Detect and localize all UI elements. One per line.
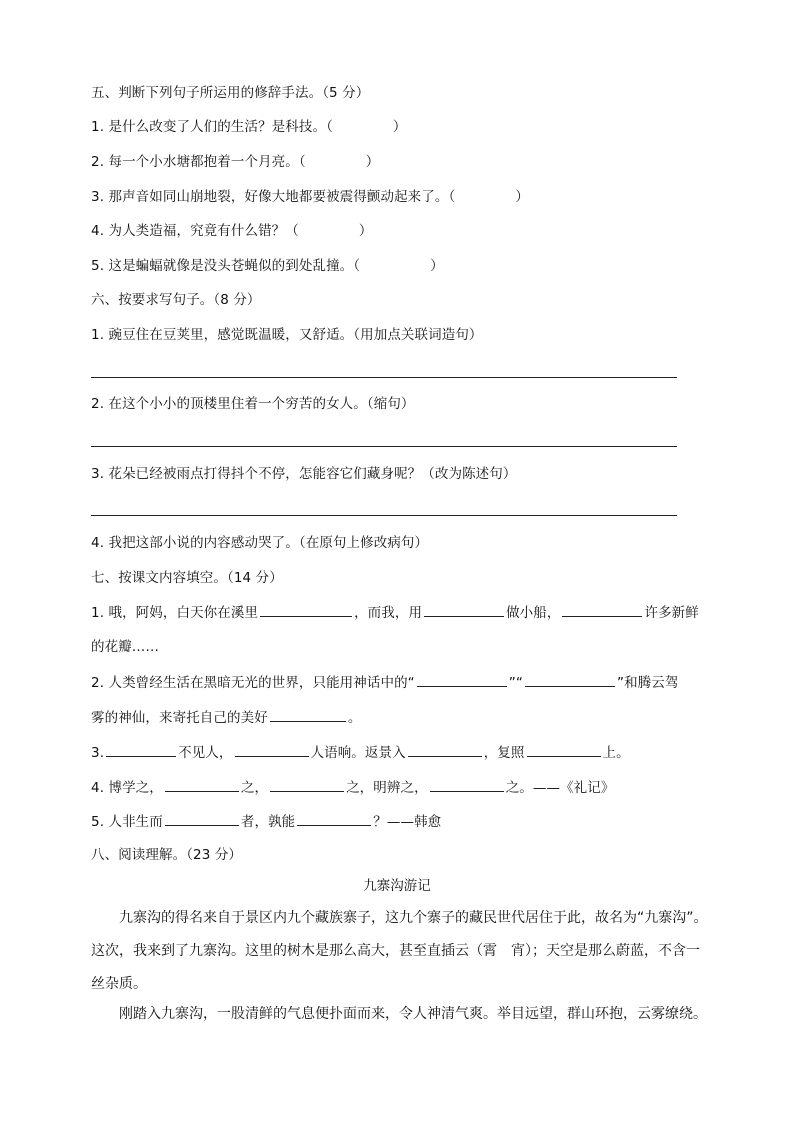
s7-q4-text-b: 之，	[240, 780, 269, 796]
s7-q2-text-a: 2. 人类曾经生活在黑暗无光的世界，只能用神话中的“	[91, 675, 415, 691]
reading-title: 九寨沟游记	[363, 878, 431, 894]
s7-q4-text-a: 4. 博学之，	[91, 780, 163, 796]
s7-q2-blank-3[interactable]	[270, 707, 346, 722]
s5-q5-close: ）	[430, 258, 444, 274]
s7-q3-text-d: ，复照	[483, 745, 525, 761]
section-7-heading: 七、按课文内容填空。（14 分）	[91, 570, 283, 586]
s5-q1-text: 1. 是什么改变了人们的生活？是科技。（	[91, 119, 333, 135]
s7-q3-text-e: 上。	[602, 745, 630, 761]
reading-paragraph-1: 九寨沟的得名来自于景区内九个藏族寨子，这九个寨子的藏民世代居住于此，故名为“九寨沟”。 这次，我来到了九寨沟。这里的树木是那么高大，甚至直插云（霄 宵）；天空是那么蔚蓝，不含一丝杂质。	[91, 910, 708, 992]
s5-question-2	[91, 152, 379, 172]
s7-question-3	[91, 742, 630, 763]
s6-question-1: 1. 豌豆住在豆荚里，感觉既温暖，又舒适。（用加点关联词造句）	[91, 327, 483, 343]
s7-q4-blank-3[interactable]	[430, 777, 504, 792]
s7-q5-text-c: ？——韩愈	[373, 814, 442, 830]
s5-q2-close: ）	[365, 154, 380, 170]
s7-q5-blank-1[interactable]	[165, 811, 239, 826]
s7-question-4	[91, 777, 615, 798]
s5-question-4	[91, 221, 372, 241]
s6-answer-line-1[interactable]	[91, 377, 677, 378]
s5-q1-close: ）	[392, 119, 407, 135]
s7-q4-blank-2[interactable]	[270, 777, 344, 792]
s5-q2-text: 2. 每一个小水塘都抱着一个月亮。（	[91, 154, 306, 170]
section-5-heading: 五、判断下列句子所运用的修辞手法。（5 分）	[91, 85, 370, 101]
s7-q2-text-b: ”“	[508, 675, 523, 691]
s7-q1-blank-1[interactable]	[260, 602, 352, 617]
s7-q3-text-a: 3.	[91, 745, 105, 761]
s6-question-4: 4. 我把这部小说的内容感动哭了。（在原句上修改病句）	[91, 535, 429, 551]
s5-question-3	[91, 187, 529, 207]
s7-q5-text-b: 者，孰能	[240, 814, 296, 830]
s7-q3-blank-4[interactable]	[527, 742, 601, 757]
s6-question-3: 3. 花朵已经被雨点打得抖个不停，怎能容它们藏身呢？（改为陈述句）	[91, 466, 517, 482]
section-6-heading: 六、按要求写句子。（8 分）	[91, 292, 261, 308]
s7-q3-blank-1[interactable]	[106, 742, 176, 757]
s7-q3-blank-3[interactable]	[408, 742, 482, 757]
s7-q4-text-c: 之，明辨之，	[346, 780, 428, 796]
s7-q5-text-a: 5. 人非生而	[91, 814, 163, 830]
s7-q1-text-a: 1. 哦，阿妈，白天你在溪里	[91, 605, 259, 621]
s7-question-1	[91, 602, 699, 623]
s7-question-5	[91, 811, 441, 832]
section-8-heading: 八、阅读理解。（23 分）	[91, 847, 243, 863]
s7-q5-blank-2[interactable]	[297, 811, 371, 826]
s5-question-5	[91, 256, 444, 276]
s7-q2-blank-2[interactable]	[525, 672, 615, 687]
s5-question-1	[91, 117, 407, 137]
s7-q1-text-c: 做小船，	[506, 605, 561, 621]
s7-q3-text-b: 不见人，	[178, 745, 233, 761]
s7-q4-text-d: 之。——《礼记》	[505, 780, 615, 796]
s7-q2-text-e: 。	[347, 710, 362, 726]
s5-q5-text: 5. 这是蝙蝠就像是没头苍蝇似的到处乱撞。（	[91, 258, 361, 274]
s7-q1-blank-3[interactable]	[562, 602, 642, 617]
s6-answer-line-2[interactable]	[91, 446, 677, 447]
s7-question-2	[91, 672, 678, 693]
s7-q2-text-d: 雾的神仙，来寄托自己的美好	[91, 710, 268, 726]
s7-question-2-cont	[91, 707, 361, 728]
s5-q3-close: ）	[515, 189, 529, 205]
s7-q1-text-d: 许多新鲜	[644, 605, 699, 621]
s6-answer-line-3[interactable]	[91, 515, 677, 516]
s7-question-1-cont: 的花瓣……	[91, 639, 159, 655]
reading-paragraph-2: 刚踏入九寨沟，一股清鲜的气息便扑面而来，令人神清气爽。举目远望，群山环抱，云雾缭绕。	[119, 1006, 707, 1022]
s6-question-2: 2. 在这个小小的顶楼里住着一个穷苦的女人。（缩句）	[91, 396, 415, 412]
s5-q4-close: ）	[358, 223, 373, 239]
s7-q2-text-c: ”和腾云驾	[616, 675, 679, 691]
s7-q2-blank-1[interactable]	[417, 672, 507, 687]
s7-q4-blank-1[interactable]	[165, 777, 239, 792]
s7-q3-text-c: 人语响。返景入	[310, 745, 406, 761]
s7-q3-blank-2[interactable]	[235, 742, 309, 757]
s7-q1-blank-2[interactable]	[424, 602, 504, 617]
s5-q4-text: 4. 为人类造福，究竟有什么错？（	[91, 223, 299, 239]
s7-q1-text-b: ，而我，用	[354, 605, 423, 621]
s5-q3-text: 3. 那声音如同山崩地裂，好像大地都要被震得颤动起来了。（	[91, 189, 456, 205]
